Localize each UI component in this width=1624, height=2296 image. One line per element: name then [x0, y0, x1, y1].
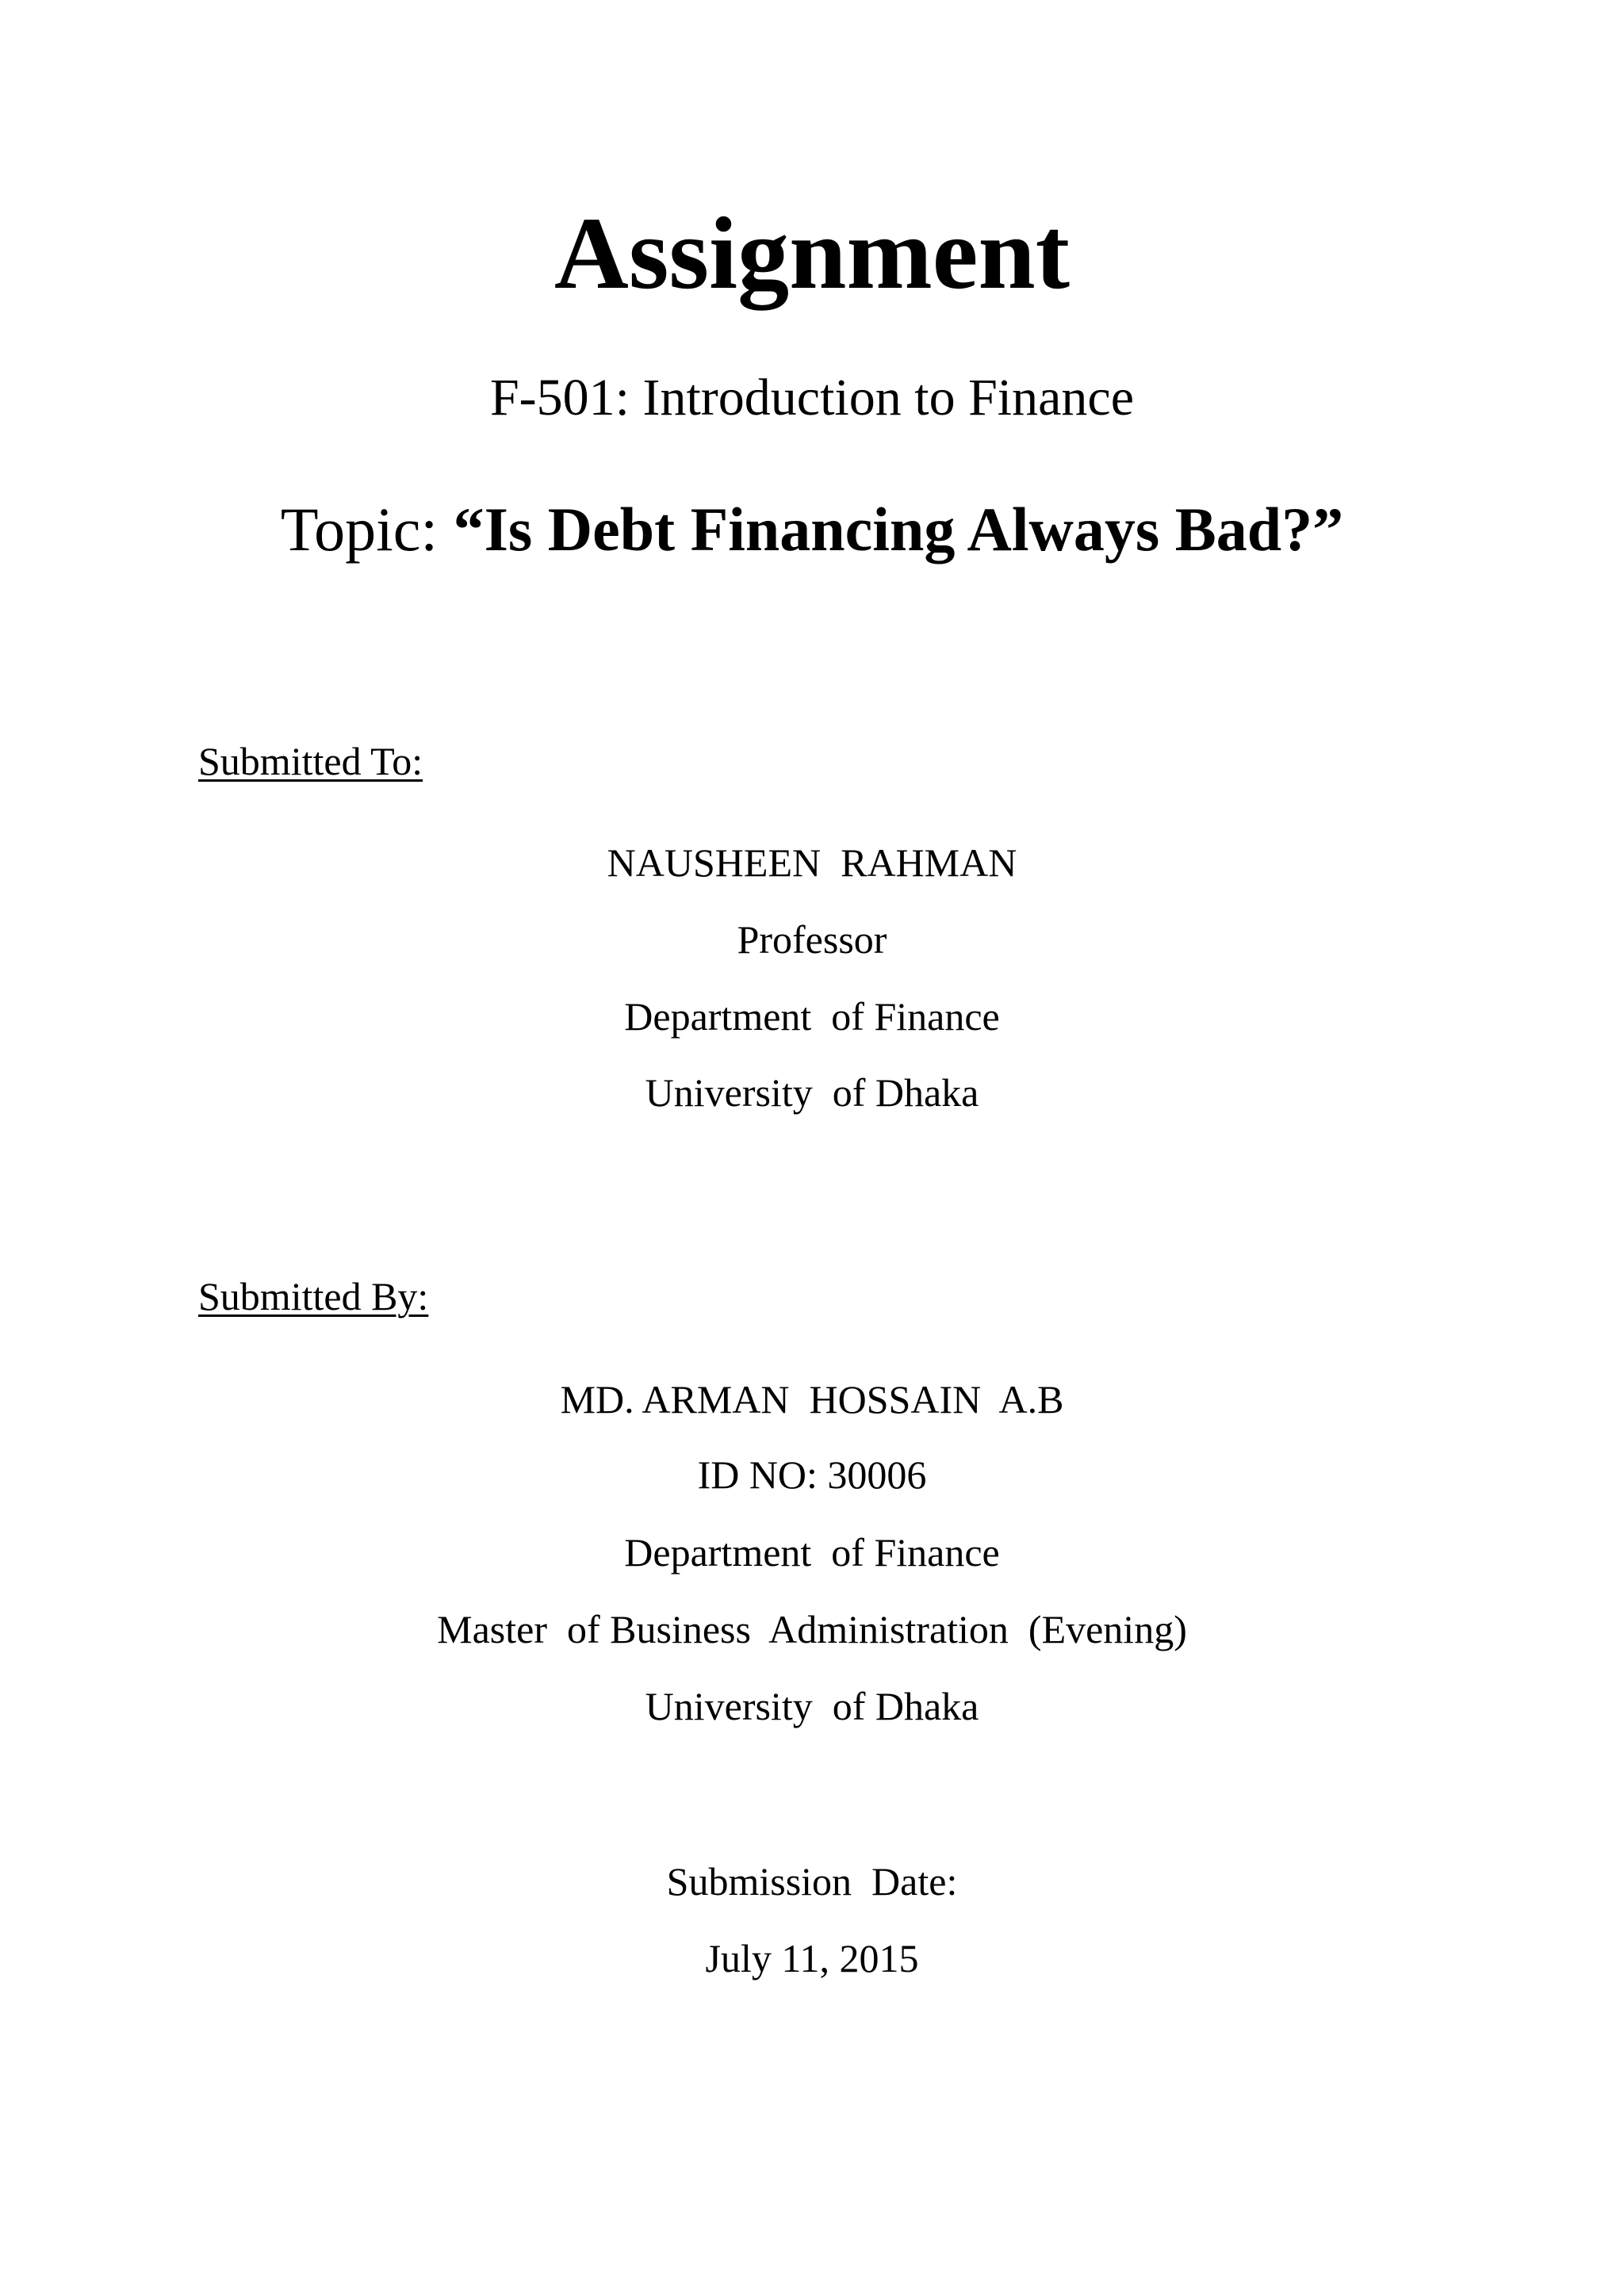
recipient-university: University of Dhaka: [645, 1070, 979, 1115]
student-university: University of Dhaka: [645, 1684, 979, 1728]
recipient-department: Department of Finance: [624, 994, 1000, 1039]
course-title: F-501: Introduction to Finance: [489, 369, 1135, 427]
student-department: Department of Finance: [624, 1530, 1000, 1575]
topic-line: [0, 492, 1624, 568]
student-program: Master of Business Administration (Evening): [437, 1607, 1187, 1651]
submitted-to-label: Submitted To:: [198, 739, 423, 783]
topic-prefix: Topic:: [280, 495, 454, 564]
recipient-name: NAUSHEEN RAHMAN: [607, 840, 1017, 885]
topic-text: “Is Debt Financing Always Bad?”: [453, 495, 1344, 564]
submitted-by-label: Submitted By:: [198, 1274, 429, 1318]
student-name: MD. ARMAN HOSSAIN A.B: [560, 1377, 1064, 1422]
student-id: ID NO: 30006: [697, 1452, 927, 1497]
submission-date-label: Submission Date:: [666, 1859, 958, 1904]
document-title: Assignment: [553, 197, 1071, 311]
submission-date: July 11, 2015: [705, 1936, 919, 1980]
recipient-position: Professor: [737, 917, 887, 962]
